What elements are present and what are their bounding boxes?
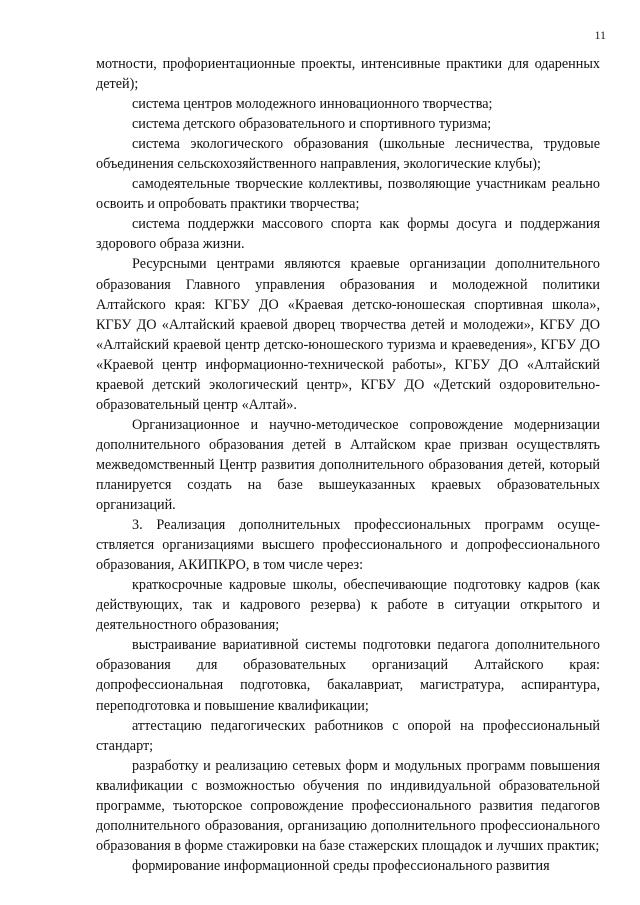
list-item: система центров молодежного инновационного творчества; xyxy=(132,96,493,113)
list-item: разработку и реализацию сетевых форм и модульных программ повышения квалификации с возможностью обучения по индивидуальной образовательной программе, тьюторское сопровождение профессионального развития педагогов дополнительного образования, организацию дополнительного профессионального образования в форме стажировки на базе стажерских площадок и лучших практик; xyxy=(96,757,600,854)
list-item: краткосрочные кадровые школы, обеспечивающие подготовку кадров (как действующих, так и кадрового резерва) к работе в ситуации открытого и деятельностного образования; xyxy=(96,577,600,634)
paragraph: Организационное и научно-методическое сопровождение модернизации дополнительного образования детей в Алтайском крае призван осуществлять межведомственный Центр развития дополнительного образования детей, который планируется создать на базе вышеуказанных краевых образовательных организаций. xyxy=(96,416,600,514)
list-item: система детского образовательного и спортивного туризма; xyxy=(132,116,492,133)
list-item: выстраивание вариативной системы подготовки педагога дополнительного образования для образовательных организаций Алтайского края: допрофессиональная подготовка, бакалавриат, магистратура, аспирантура, переподготовка и повышение квалификации; xyxy=(96,637,600,714)
list-item: самодеятельные творческие коллективы, позволяющие участникам реально освоить и опробовать практики творчества; xyxy=(96,176,600,213)
list-item: формирование информационной среды профессионального развития xyxy=(132,857,550,874)
list-item: система поддержки массового спорта как формы досуга и поддержания здорового образа жизни. xyxy=(96,216,600,253)
document-body xyxy=(96,54,600,876)
page-number: 11 xyxy=(594,28,606,42)
paragraph: Ресурсными центрами являются краевые организации дополнительного образования Главного управления образования и молодежной политики Алтайского края: КГБУ ДО «Краевая детско-юношеская спортивная школа», КГБУ ДО «Алтайский краевой дворец творчества детей и молодежи», КГБУ ДО «Алтайский краевой центр детско-юношеского туризма и краеведения», КГБУ ДО «Краевой центр информационно-технической работы», КГБУ ДО «Алтайский краевой детский экологический центр», КГБУ ДО «Детский оздоровительно-образовательный центр «Алтай». xyxy=(96,256,600,413)
numbered-paragraph: 3. Реализация дополнительных профессиональных программ осуществляется организациями высшего профессионального и допрофессионального образования, АКИПКРО, в том числе через: xyxy=(96,517,600,574)
list-item: система экологического образования (школьные лесничества, трудовые объединения сельскохозяйственного направления, экологические клубы); xyxy=(96,136,600,173)
list-item: аттестацию педагогических работников с опорой на профессиональный стандарт; xyxy=(96,717,600,754)
paragraph: мотности, профориентационные проекты, интенсивные практики для одаренных детей); xyxy=(96,56,600,93)
